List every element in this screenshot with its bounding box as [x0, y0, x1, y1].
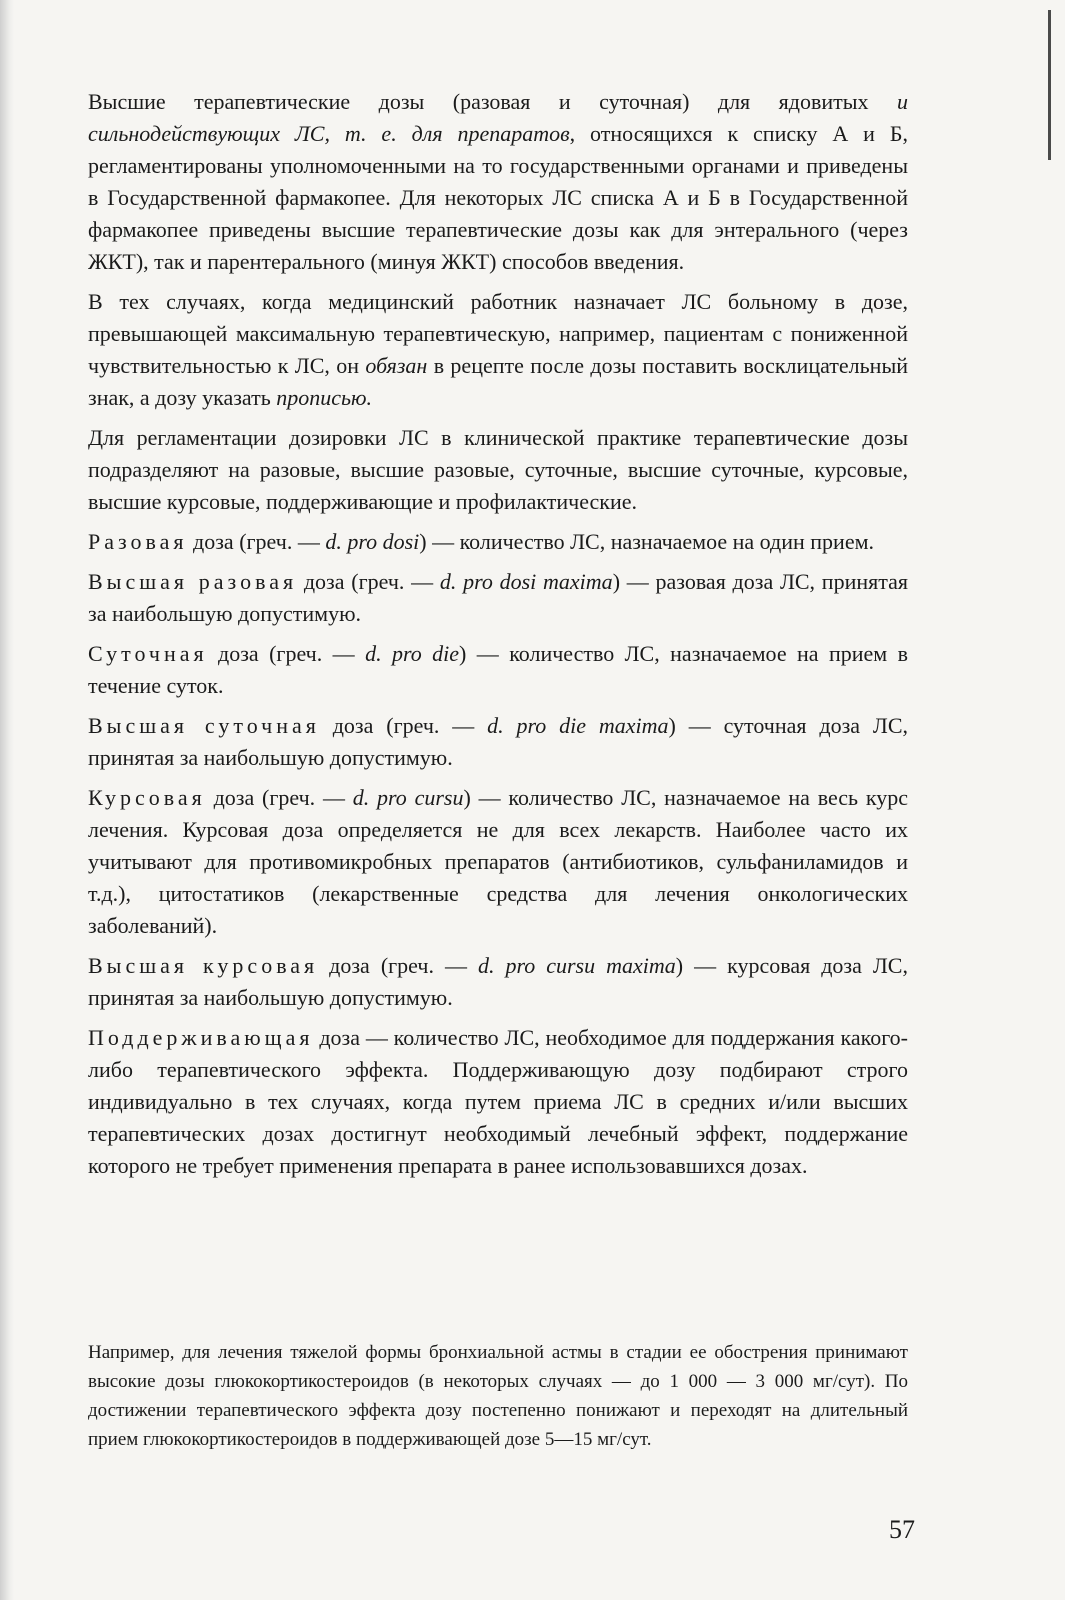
text-run: ) — разовая доза ЛС, принятая за наибольшую допустимую.: [88, 569, 908, 626]
page-edge-mark: [1048, 10, 1051, 160]
text-run: доза (греч. —: [297, 569, 440, 594]
page-number: 57: [889, 1515, 915, 1544]
term-spaced: Курсовая: [88, 785, 206, 810]
example-note: [88, 1338, 908, 1454]
paragraph: [88, 86, 908, 278]
term-spaced: Высшая разовая: [88, 569, 298, 594]
italic-run: d. pro cursu: [352, 785, 464, 810]
text-run: Высшие терапевтические дозы (разовая и суточная) для ядовитых: [88, 89, 897, 114]
text-run: , относящихся к списку А и Б, регламентированы уполномоченными на то государственными органами и приведены в Государственной фармакопее. Для некоторых ЛС списка А и Б в Государственной фармакопее приведены высшие терапевтические дозы как для энтерального (через ЖКТ), так и парентерального (минуя ЖКТ) способов введения.: [88, 121, 908, 274]
paragraph: [88, 422, 908, 518]
italic-run: d. pro cursu maxima: [477, 953, 676, 978]
text-run: ) — количество ЛС, назначаемое на прием в течение суток.: [88, 641, 909, 698]
definition-max-course-dose: [88, 950, 908, 1014]
text-run: ) — курсовая доза ЛС, принятая за наибольшую допустимую.: [88, 953, 908, 1010]
text-run: доза (греч. —: [318, 953, 478, 978]
text-run: доза (греч. —: [207, 641, 366, 666]
page-spine-shadow: [0, 0, 14, 1600]
italic-run: и сильнодействующих ЛС, т. е. для препаратов: [88, 89, 908, 146]
italic-run: обязан: [365, 353, 428, 378]
text-run: доза (греч. —: [319, 713, 488, 738]
term-spaced: Суточная: [88, 641, 208, 666]
text-run: ) — количество ЛС, назначаемое на один прием.: [419, 529, 875, 554]
italic-run: d. pro dosi maxima: [439, 569, 613, 594]
note-text: Например, для лечения тяжелой формы бронхиальной астмы в стадии ее обострения принимают высокие дозы глюкокортикостероидов (в некоторых случаях — до 1 000 — 3 000 мг/сут). По достижении терапевтического эффекта дозу постепенно понижают и переходят на длительный прием глюкокортикостероидов в поддерживающей дозе 5—15 мг/сут.: [88, 1342, 908, 1450]
definition-daily-dose: [88, 638, 908, 702]
italic-run: d. pro dosi: [325, 529, 420, 554]
definition-max-single-dose: [88, 566, 908, 630]
paragraph: [88, 286, 908, 414]
text-run: доза — количество ЛС, необходимое для поддержания какого-либо терапевтического эффекта. Поддерживающую дозу подбирают строго индивидуально в тех случаях, когда путем приема ЛС в средних и/или высших терапевтических дозах достигнут необходимый лечебный эффект, поддержание которого не требует применения препарата в ранее использовавшихся дозах.: [88, 1025, 908, 1178]
italic-run: d. pro die maxima: [487, 713, 669, 738]
text-run: ) — количество ЛС, назначаемое на весь курс лечения. Курсовая доза определяется не для всех лекарств. Наиболее часто их учитывают для противомикробных препаратов (антибиотиков, сульфаниламидов и т.д.), цитостатиков (лекарственные средства для лечения онкологических заболеваний).: [88, 785, 909, 938]
text-run: в рецепте после дозы поставить восклицательный знак, а дозу указать: [88, 353, 909, 410]
text-run: Для регламентации дозировки ЛС в клинической практике терапевтические дозы подразделяют на разовые, высшие разовые, суточные, высшие суточные, курсовые, высшие курсовые, поддерживающие и профилактические.: [88, 425, 908, 514]
text-run: доза (греч. —: [205, 785, 353, 810]
term-spaced: Высшая суточная: [88, 713, 320, 738]
definition-max-daily-dose: [88, 710, 908, 774]
text-run: доза (греч. —: [187, 529, 326, 554]
text-run: В тех случаях, когда медицинский работник назначает ЛС больному в дозе, превышающей максимальную терапевтическую, например, пациентам с пониженной чувствительностью к ЛС, он: [88, 289, 908, 378]
italic-run: прописью.: [276, 385, 373, 410]
body-text: [88, 86, 908, 1190]
term-spaced: Разовая: [88, 529, 188, 554]
text-run: ) — суточная доза ЛС, принятая за наибольшую допустимую.: [88, 713, 909, 770]
definition-course-dose: [88, 782, 908, 942]
term-spaced: Поддерживающая: [88, 1025, 314, 1050]
definition-maintenance-dose: [88, 1022, 908, 1182]
definition-single-dose: [88, 526, 908, 558]
italic-run: d. pro die: [365, 641, 460, 666]
term-spaced: Высшая курсовая: [88, 953, 319, 978]
